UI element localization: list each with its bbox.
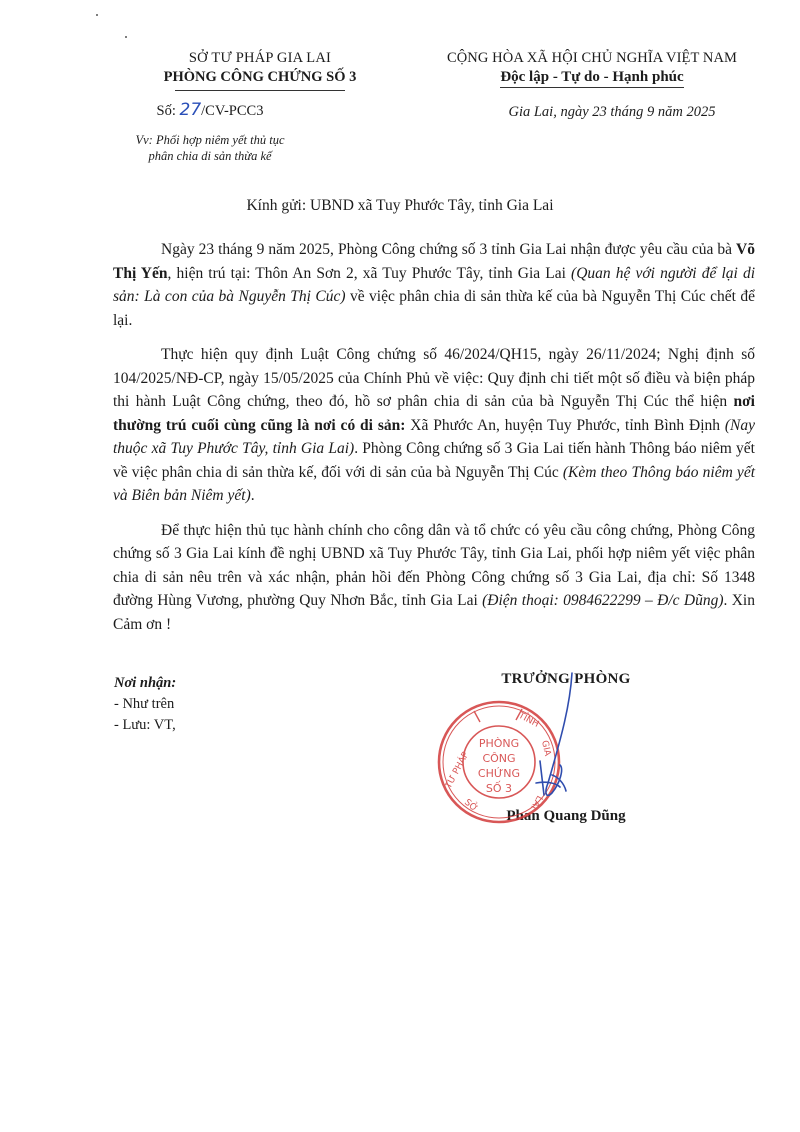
document-number-handwritten: 27 [179, 100, 202, 120]
attachment-note: (Kèm theo Thông báo niêm yết và Biên bản Niêm yết) [113, 463, 755, 504]
relation-note: (Quan hệ với người để lại di sản: Là con của bà Nguyễn Thị Cúc) [113, 264, 756, 305]
paragraph-2 [113, 343, 755, 508]
subject-line-1: Vv: Phối hợp niêm yết thủ tục [135, 133, 285, 147]
text-run: . Xin Cảm ơn ! [113, 592, 755, 633]
national-title: CỘNG HÒA XÃ HỘI CHỦ NGHĨA VIỆT NAM [446, 50, 738, 66]
stamp-line-2: CÔNG [482, 752, 516, 765]
text-run: , hiện trú tại: Thôn An Sơn 2, xã Tuy Phước Tây, tỉnh Gia Lai [167, 264, 572, 282]
text-run: Xã Phước An, huyện Tuy Phước, tỉnh Bình Định [405, 416, 725, 434]
text-run: . [250, 487, 255, 504]
recipients-label: Nơi nhận: [114, 675, 177, 691]
paragraph-3 [113, 519, 755, 637]
recipients-list [114, 673, 176, 736]
handwritten-signature [500, 665, 640, 815]
issuer-org: SỞ TƯ PHÁP GIA LAI [188, 50, 332, 66]
document-number [0, 100, 420, 120]
document-number-suffix: /CV-PCC3 [201, 103, 264, 119]
issuer-department: PHÒNG CÔNG CHỨNG SỐ 3 [163, 69, 357, 85]
recipients-item: - Như trên [114, 696, 175, 712]
scan-speck [96, 14, 98, 16]
svg-text:SỞ: SỞ [462, 797, 480, 815]
place-date: Gia Lai, ngày 23 tháng 9 năm 2025 [508, 104, 716, 120]
text-run: Ngày 23 tháng 9 năm 2025, Phòng Công chứng số 3 tỉnh Gia Lai nhận được yêu cầu của bà [161, 241, 737, 258]
subject-line-2: phân chia di sản thừa kế [148, 149, 272, 163]
stamp-line-4: SỐ 3 [485, 782, 513, 795]
document-number-prefix: Số: [156, 103, 176, 119]
contact-note: (Điện thoại: 0984622299 – Đ/c Dũng) [482, 592, 724, 609]
document-subject [0, 132, 420, 164]
recipient-line: Kính gửi: UBND xã Tuy Phước Tây, tỉnh Gia Lai [246, 197, 554, 214]
svg-text:TỈNH: TỈNH [516, 710, 541, 730]
national-header [392, 50, 792, 88]
text-run: Để thực hiện thủ tục hành chính cho công dân và tổ chức có yêu cầu công chứng, Phòng Công chứng số 3 Gia Lai kính đề nghị UBND xã Tuy Phước Tây, tỉnh Gia Lai, phối hợp niêm yết việc phân chia di sản nêu trên và xác nhận, phản hồi đến Phòng Công chứng số 3 Gia Lai, địa chỉ: Số 1348 đường Hùng Vương, phường Quy Nhơn Bắc, tỉnh Gia Lai [113, 521, 755, 609]
signer-name: Phan Quang Dũng [506, 808, 626, 824]
text-run: Thực hiện quy định Luật Công chứng số 46/2024/QH15, ngày 26/11/2024; Nghị định số 104/2025/NĐ-CP, ngày 15/05/2025 của Chính Phủ về việc: Quy định chi tiết một số điều và biện pháp thi hành Luật Công chứng, theo đó, hồ sơ phân chia di sản của bà Nguyễn Thị Cúc thể hiện [113, 346, 755, 410]
national-motto: Độc lập - Tự do - Hạnh phúc [500, 69, 683, 88]
text-run: . Phòng Công chứng số 3 Gia Lai tiến hành Thông báo niêm yết về việc phân chia di sản thừa kế, đối với di sản của bà Nguyễn Thị Cúc [113, 440, 755, 481]
location-note: (Nay thuộc xã Tuy Phước Tây, tỉnh Gia Lai) [113, 416, 756, 457]
document-body [113, 238, 755, 647]
signer-title: TRƯỞNG PHÒNG [501, 671, 631, 687]
requester-name: Võ Thị Yến [113, 241, 755, 282]
issuer-underline [175, 90, 345, 91]
svg-text:GIA: GIA [539, 739, 553, 758]
issuer-header [110, 50, 410, 91]
stamp-line-3: CHỨNG [477, 767, 521, 780]
emphasis-text: nơi thường trú cuối cùng cũng là nơi có di sản: [113, 393, 755, 434]
text-run: về việc phân chia di sản thừa kế của bà Nguyễn Thị Cúc chết để lại. [113, 288, 755, 329]
recipients-item: - Lưu: VT, [114, 717, 176, 733]
scan-speck [125, 36, 127, 38]
svg-text:LAI: LAI [528, 793, 545, 811]
paragraph-1 [113, 238, 755, 332]
stamp-line-1: PHÒNG [478, 737, 520, 750]
svg-text:TƯ PHÁP: TƯ PHÁP [443, 750, 472, 791]
